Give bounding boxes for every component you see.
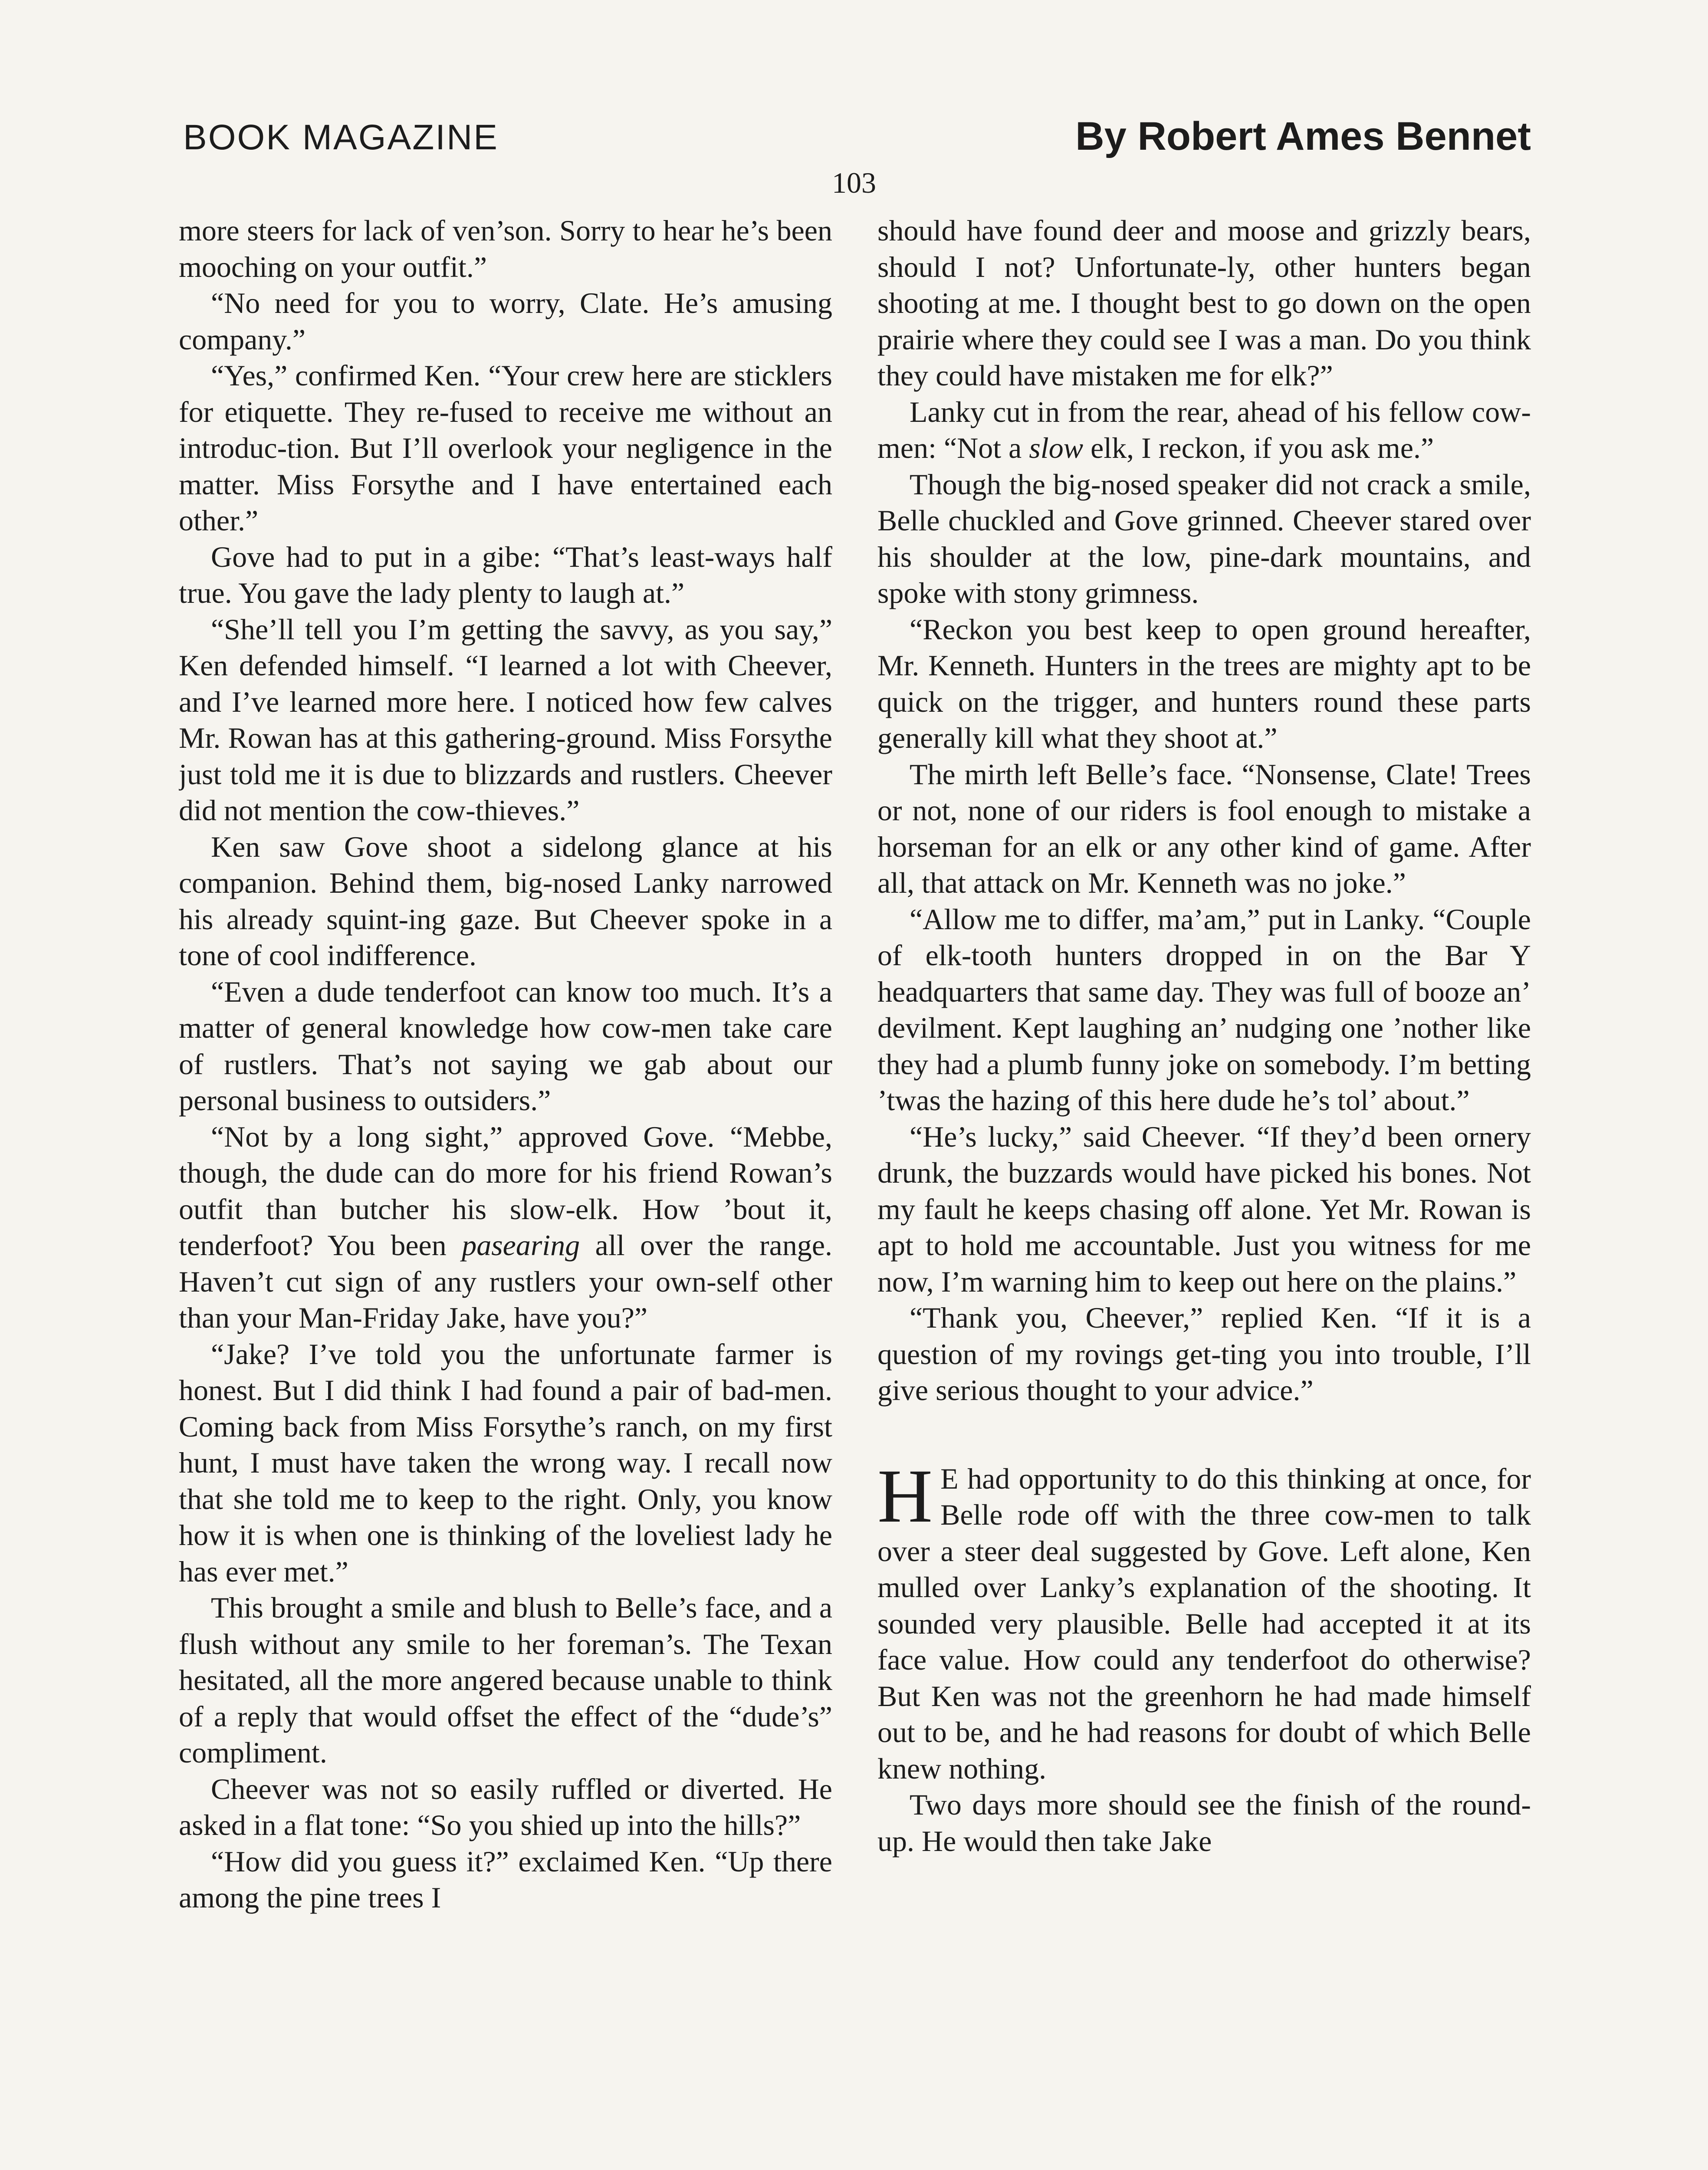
paragraph: Two days more should see the finish of the round-up. He would then take Jake: [877, 1788, 1531, 1858]
paragraph: Ken saw Gove shoot a sidelong glance at his companion. Behind them, big-nosed Lanky narrowed his already squint-ing gaze. But Cheever spoke in a tone of cool indifference.: [179, 830, 832, 972]
text-run: all over the range. Haven’t cut sign of any rustlers your own-self other than your Man-Friday Jake, have you?”: [179, 1229, 832, 1334]
page-number: 103: [832, 166, 876, 199]
paragraph: “He’s lucky,” said Cheever. “If they’d been ornery drunk, the buzzards would have picked his bones. Not my fault he keeps chasing off alone. Yet Mr. Rowan is apt to hold me accountable. Just you witness for me now, I’m warning him to keep out here on the plains.”: [877, 1120, 1531, 1298]
paragraph: This brought a smile and blush to Belle’s face, and a flush without any smile to her foreman’s. The Texan hesitated, all the more angered because unable to think of a reply that would offset the effect of the “dude’s” compliment.: [179, 1591, 832, 1769]
section-break: [877, 1409, 1531, 1461]
paragraph: “Thank you, Cheever,” replied Ken. “If it is a question of my rovings get-ting you into trouble, I’ll give serious thought to your advice.”: [877, 1301, 1531, 1407]
paragraph: “Yes,” confirmed Ken. “Your crew here are sticklers for etiquette. They re-fused to receive me without an introduc-tion. But I’ll overlook your negligence in the matter. Miss Forsythe and I have entertained each other.”: [179, 359, 832, 537]
paragraph: Gove had to put in a gibe: “That’s least-ways half true. You gave the lady plenty to laugh at.”: [179, 540, 832, 609]
paragraph: “How did you guess it?” exclaimed Ken. “Up there among the pine trees I: [179, 1844, 832, 1914]
paragraph: “Jake? I’ve told you the unfortunate farmer is honest. But I did think I had found a pair of bad-men. Coming back from Miss Forsythe’s ranch, on my first hunt, I must have taken the wrong way. I recall now that she told me to keep to the right. Only, you know how it is when one is thinking of the loveliest lady he has ever met.”: [179, 1337, 832, 1588]
text-run: Lanky cut in from the rear, ahead of his fellow cow-men: “Not a: [877, 395, 1531, 464]
paragraph: “She’ll tell you I’m getting the savvy, as you say,” Ken defended himself. “I learned a lot with Cheever, and I’ve learned more here. I noticed how few calves Mr. Rowan has at this gathering-ground. Miss Forsythe just told me it is due to blizzards and rustlers. Cheever did not mention the cow-thieves.”: [179, 612, 832, 827]
author-byline: By Robert Ames Bennet: [1075, 114, 1531, 158]
paragraph: “Even a dude tenderfoot can know too much. It’s a matter of general knowledge how cow-men take care of rustlers. That’s not saying we gab about our personal business to outsiders.”: [179, 975, 832, 1117]
italic-word: slow: [1029, 431, 1084, 464]
paragraph: The mirth left Belle’s face. “Nonsense, Clate! Trees or not, none of our riders is fool enough to mistake a horseman for an elk or any other kind of game. After all, that attack on Mr. Kenneth was no joke.”: [877, 757, 1531, 899]
text-run: E had opportunity to do this thinking at once, for Belle rode off with the three cow-men to talk over a steer deal suggested by Gove. Left alone, Ken mulled over Lanky’s explanation of the shooting. It sounded very plausible. Belle had accepted it at its face value. How could any tenderfoot do otherwise? But Ken was not the greenhorn he had made himself out to be, and he had reasons for doubt of which Belle knew nothing.: [877, 1462, 1531, 1785]
text-run: “Not by a long sight,” approved Gove. “Mebbe, though, the dude can do more for his friend Rowan’s outfit than butcher his slow-elk. How ’bout it, tenderfoot? You been: [179, 1120, 832, 1262]
italic-word: pasearing: [462, 1229, 580, 1262]
paragraph: “Allow me to differ, ma’am,” put in Lanky. “Couple of elk-tooth hunters dropped in on the Bar Y headquarters that same day. They was full of booze an’ devilment. Kept laughing an’ nudging one ’nother like they had a plumb funny joke on somebody. I’m betting ’twas the hazing of this here dude he’s tol’ about.”: [877, 902, 1531, 1117]
paragraph: [877, 394, 1531, 467]
magazine-title: BOOK MAGAZINE: [183, 118, 499, 157]
paragraph: [877, 1453, 1531, 1787]
paragraph: “Reckon you best keep to open ground hereafter, Mr. Kenneth. Hunters in the trees are mighty apt to be quick on the trigger, and hunters round these parts generally kill what they shoot at.”: [877, 612, 1531, 754]
paragraph: more steers for lack of ven’son. Sorry to hear he’s been mooching on your outfit.”: [179, 214, 832, 283]
paragraph: should have found deer and moose and grizzly bears, should I not? Unfortunate-ly, other hunters began shooting at me. I thought best to go down on the open prairie where they could see I was a man. Do you think they could have mistaken me for elk?”: [877, 214, 1531, 392]
paragraph: “No need for you to worry, Clate. He’s amusing company.”: [179, 286, 832, 356]
paragraph: Cheever was not so easily ruffled or diverted. He asked in a flat tone: “So you shied up into the hills?”: [179, 1772, 832, 1841]
paragraph: [179, 1119, 832, 1336]
right-column: [877, 213, 1531, 2170]
text-run: elk, I reckon, if you ask me.”: [1083, 431, 1434, 464]
drop-cap: H: [877, 1453, 933, 1539]
paragraph: Though the big-nosed speaker did not crack a smile, Belle chuckled and Gove grinned. Cheever stared over his shoulder at the low, pine-dark mountains, and spoke with stony grimness.: [877, 467, 1531, 609]
left-column: [179, 213, 832, 2170]
